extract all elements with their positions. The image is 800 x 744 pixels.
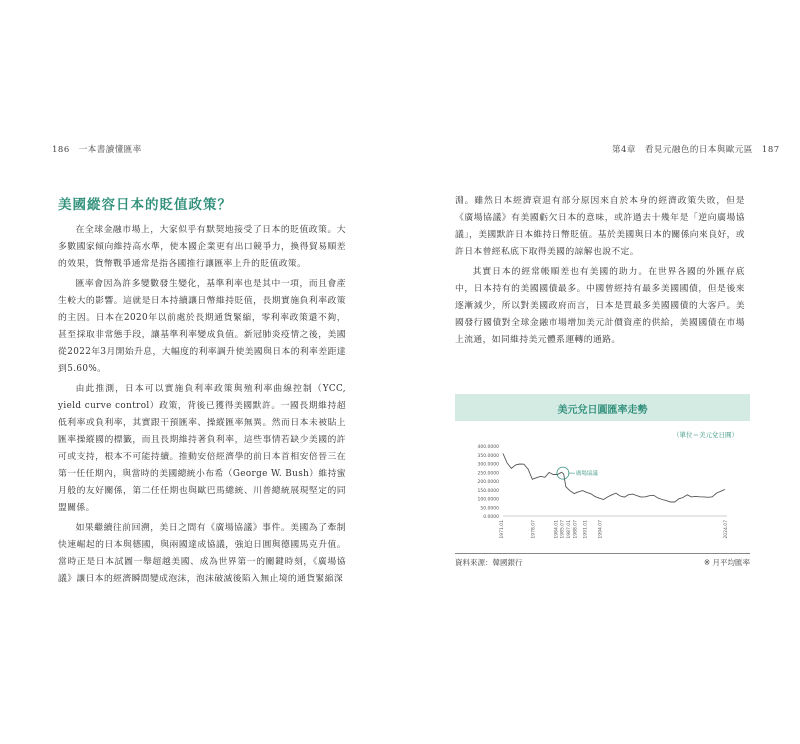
x-tick-label: 1991.01 [583,520,589,539]
x-tick-label: 2024.07 [724,520,729,539]
paragraph: 其實日本的經常帳順差也有美國的助力。在世界各國的外匯存底中，日本持有的美國國債最多。中國曾經持有最多美國國債，但是後來逐漸減少，所以對美國政府而言，日本是買最多美國國債的大客戶。美國發行國債對全球金融市場增加美元計價資產的供給，美國國債在市場上流通，如同維持美元體系運轉的通路。 [455,267,745,345]
right-page-body [455,193,745,352]
x-tick-label: 1988.07 [573,520,579,539]
y-tick-label: 300.0000 [477,462,499,468]
y-tick-label: 150.0000 [477,488,499,494]
y-tick-label: 100.0000 [477,497,499,503]
x-tick-label: 1985.07 [560,520,566,539]
paragraph: 由此推測，日本可以實施負利率政策與殖利率曲線控制（YCC, yield curve control）政策，背後已獲得美國默許。一國長期維持超低利率或負利率，其實跟干預匯率、操縱匯率無異。然而日本未被貼上匯率操縱國的標籤，而且長期維持著負利率，這些事情若缺少美國的許可或支持，根本不可能持續。推動安倍經濟學的前日本首相安倍晉三在第一任任期內，與當時的美國總統小布希（George W. Bush）維持蜜月般的友好關係，第二任任期也與歐巴馬總統、川普總統展現堅定的同盟關係。 [58,384,346,513]
paragraph: 淵。雖然日本經濟衰退有部分原因來自於本身的經濟政策失敗，但是《廣場協議》有美國虧欠日本的意味，或許過去十幾年是「逆向廣場協議」，美國默許日本維持日幣貶值。基於美國與日本的關係向來良好，或許日本曾經私底下取得美國的諒解也說不定。 [455,196,745,257]
paragraph: 匯率會因為許多變數發生變化，基準利率也是其中一項，而且會產生較大的影響。這就是日本持續讓日幣維持貶值，長期實施負利率政策的主因。日本在2020年以前處於長期通貨緊縮，零利率政策還不夠，甚至採取非常態手段，讓基準利率變成負值。新冠肺炎疫情之後，美國從2022年3月開始升息，大幅度的利率調升使美國與日本的利率差距達到5.60%。 [58,279,346,374]
right-page-header: 第4章 看見元融色的日本與歐元區 187 [612,145,780,155]
chart-unit-label: （單位＝美元兌日圓） [673,431,738,439]
y-tick-label: 200.0000 [477,480,499,485]
x-tick-label: 1984.01 [554,520,560,539]
annotation-label: 廣場協議 [575,471,598,478]
paragraph: 在全球金融市場上，大家似乎有默契地接受了日本的貶值政策。大多數國家傾向維持高水準，使本國企業更有出口競爭力，換得貿易順差的效果，貨幣戰爭通常是指各國推行讓匯率上升的貶值政策。 [58,225,346,269]
chart-plot [455,394,750,554]
left-page-body [58,222,346,591]
chart-divider [455,553,750,554]
left-page-header: 186 一本書讀懂匯率 [52,145,142,155]
chart-title: 美元兌日圓匯率走勢 [557,405,648,416]
paragraph: 如果繼續往前回溯，美日之間有《廣場協議》事件。美國為了牽制快速崛起的日本與德國，與兩國達成協議，強迫日圓與德國馬克升值。當時正是日本試圖一舉超越美國、成為世界第一的關鍵時刻，《廣場協議》讓日本的經濟瞬間變成泡沫，泡沫破滅後陷入無止境的通貨緊縮深 [58,523,346,584]
x-tick-label: 1971.01 [500,520,505,539]
y-tick-label: 400.0000 [477,445,499,450]
x-tick-label: 1978.07 [531,520,537,539]
y-tick-label: 350.0000 [477,453,499,459]
y-tick-label: 0.0000 [483,515,499,520]
chart-source: 資料來源：韓國銀行 [455,558,523,567]
exchange-rate-chart [455,394,750,570]
x-tick-label: 1994.07 [598,520,604,539]
series-line [503,454,725,503]
section-title: 美國縱容日本的貶值政策？ [58,197,232,213]
y-tick-label: 250.0000 [477,471,499,477]
chart-legend: ※ 月平均匯率 [703,558,750,567]
y-tick-label: 50.0000 [480,506,499,512]
x-tick-label: 1987.01 [566,520,572,539]
